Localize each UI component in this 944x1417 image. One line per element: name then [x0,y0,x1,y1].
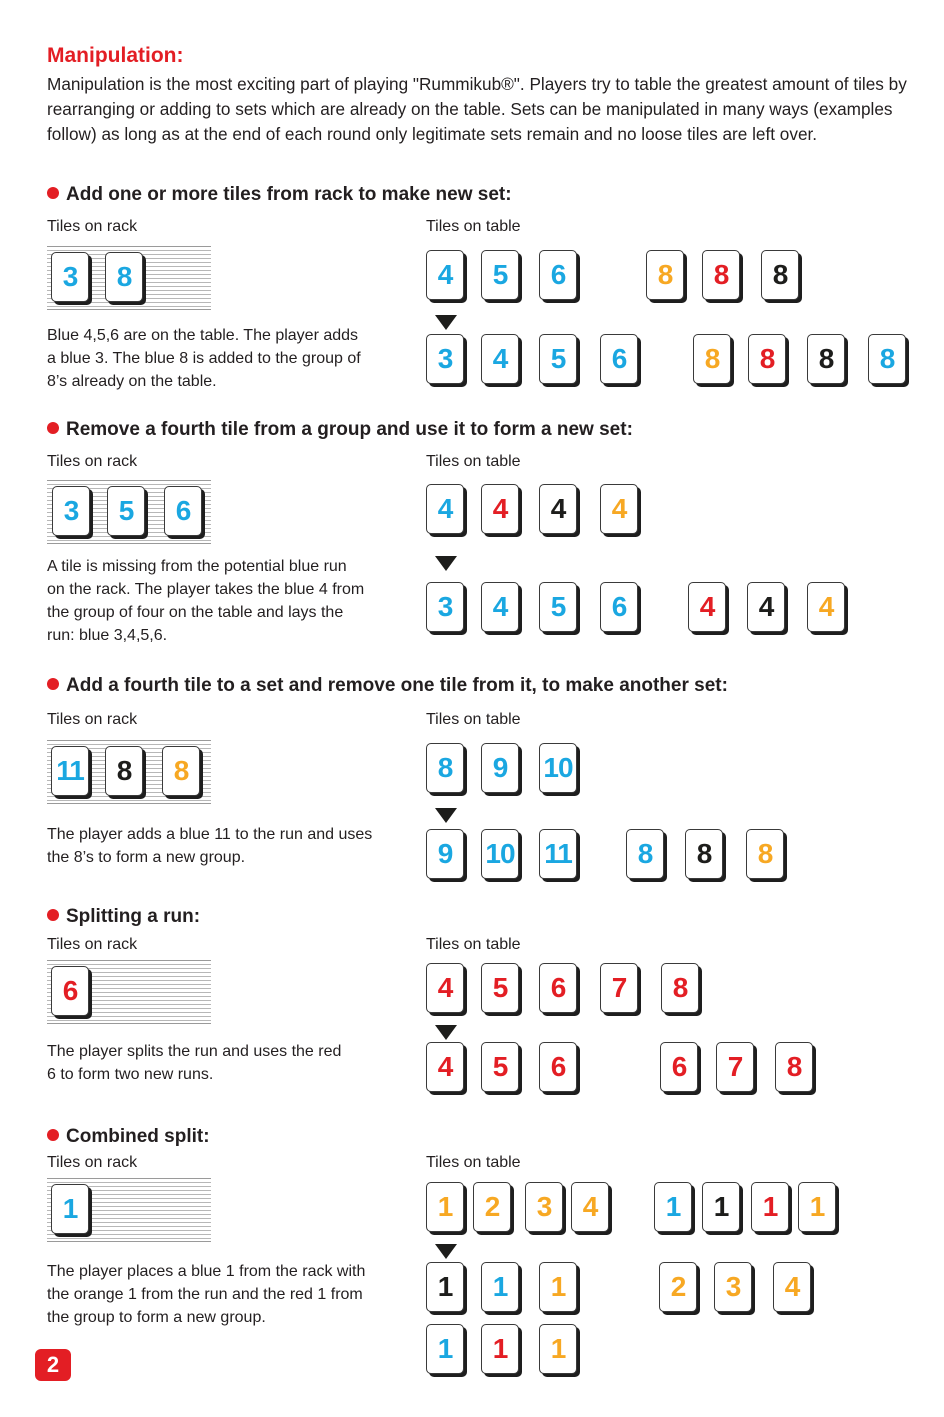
table-tile: 7 [600,963,638,1013]
table-tile: 4 [426,963,464,1013]
table-tile: 8 [807,334,845,384]
table-tile: 4 [481,484,519,534]
table-tile: 8 [646,250,684,300]
section-heading-text: Remove a fourth tile from a group and use it to form a new set: [66,419,633,440]
table-label: Tiles on table [426,936,521,953]
rack-label: Tiles on rack [47,453,138,470]
rack-label: Tiles on rack [47,1154,138,1171]
table-tile: 1 [481,1324,519,1374]
table-tile: 10 [539,743,577,793]
table-tile: 8 [426,743,464,793]
rack-label: Tiles on rack [47,711,138,728]
table-tile: 5 [481,963,519,1013]
table-tile: 4 [481,334,519,384]
section-heading-text: Splitting a run: [66,906,201,927]
section-description: Blue 4,5,6 are on the table. The player adds a blue 3. The blue 8 is added to the group of 8’s already on the table. [47,327,361,390]
table-tile: 4 [426,1042,464,1092]
table-tile: 3 [426,334,464,384]
table-tile: 8 [702,250,740,300]
arrow-down-icon [435,1244,457,1259]
bullet-icon [47,422,59,434]
table-tile: 4 [481,582,519,632]
arrow-down-icon [435,808,457,823]
table-tile: 4 [426,484,464,534]
table-tile: 6 [539,1042,577,1092]
table-tile: 1 [426,1182,464,1232]
section-description: A tile is missing from the potential blue run on the rack. The player takes the blue 4 from the group of four on the table and lays the run: blue 3,4,5,6. [47,558,365,644]
table-tile: 4 [539,484,577,534]
rack-tile: 8 [105,252,143,302]
table-tile: 5 [539,582,577,632]
rack-tile: 11 [51,746,89,796]
section-heading [47,906,200,928]
table-tile: 6 [539,250,577,300]
table-tile: 3 [714,1262,752,1312]
rack-tile: 1 [51,1184,89,1234]
table-tile: 4 [426,250,464,300]
table-tile: 8 [685,829,723,879]
table-tile: 5 [481,250,519,300]
table-label: Tiles on table [426,218,521,235]
page-number: 2 [35,1349,71,1381]
table-tile: 6 [600,582,638,632]
table-tile: 1 [539,1262,577,1312]
table-tile: 9 [426,829,464,879]
table-tile: 1 [426,1262,464,1312]
page-title: Manipulation: [47,44,184,67]
table-tile: 1 [751,1182,789,1232]
table-tile: 10 [481,829,519,879]
rack-tile: 8 [162,746,200,796]
rack-tile: 6 [51,966,89,1016]
arrow-down-icon [435,556,457,571]
table-tile: 6 [600,334,638,384]
arrow-down-icon [435,1025,457,1040]
table-tile: 9 [481,743,519,793]
section-heading [47,419,633,441]
tile-rack [47,246,211,310]
table-tile: 8 [761,250,799,300]
tile-rack [47,1178,211,1242]
table-tile: 4 [571,1182,609,1232]
table-tile: 1 [702,1182,740,1232]
section-description: The player adds a blue 11 to the run and uses the 8’s to form a new group. [47,826,373,866]
rack-tile: 5 [107,486,145,536]
table-tile: 6 [539,963,577,1013]
table-tile: 3 [525,1182,563,1232]
table-label: Tiles on table [426,453,521,470]
table-tile: 8 [661,963,699,1013]
rack-tile: 8 [105,746,143,796]
table-tile: 1 [426,1324,464,1374]
section-heading-text: Combined split: [66,1126,210,1147]
bullet-icon [47,909,59,921]
section-heading [47,675,728,697]
table-tile: 5 [539,334,577,384]
table-tile: 8 [746,829,784,879]
arrow-down-icon [435,315,457,330]
bullet-icon [47,187,59,199]
table-label: Tiles on table [426,711,521,728]
section-heading-text: Add one or more tiles from rack to make new set: [66,184,512,205]
table-tile: 4 [747,582,785,632]
table-tile: 8 [868,334,906,384]
table-tile: 4 [688,582,726,632]
table-tile: 8 [748,334,786,384]
section-description: The player splits the run and uses the red 6 to form two new runs. [47,1043,342,1083]
table-tile: 7 [716,1042,754,1092]
table-label: Tiles on table [426,1154,521,1171]
table-tile: 11 [539,829,577,879]
table-tile: 1 [654,1182,692,1232]
table-tile: 6 [660,1042,698,1092]
section-heading-text: Add a fourth tile to a set and remove one tile from it, to make another set: [66,675,728,696]
table-tile: 2 [473,1182,511,1232]
bullet-icon [47,678,59,690]
table-tile: 2 [659,1262,697,1312]
rack-tile: 3 [52,486,90,536]
table-tile: 5 [481,1042,519,1092]
tile-rack [47,740,211,804]
bullet-icon [47,1129,59,1141]
tile-rack [47,480,211,544]
section-heading [47,184,512,206]
tile-rack [47,960,211,1024]
rack-tile: 3 [51,252,89,302]
table-tile: 1 [539,1324,577,1374]
rack-label: Tiles on rack [47,218,138,235]
section-heading [47,1126,210,1148]
table-tile: 1 [798,1182,836,1232]
section-description: The player places a blue 1 from the rack with the orange 1 from the run and the red 1 from the group to form a new group. [47,1263,366,1326]
table-tile: 8 [693,334,731,384]
table-tile: 8 [775,1042,813,1092]
table-tile: 1 [481,1262,519,1312]
table-tile: 4 [773,1262,811,1312]
table-tile: 4 [807,582,845,632]
table-tile: 8 [626,829,664,879]
rack-label: Tiles on rack [47,936,138,953]
intro-paragraph: Manipulation is the most exciting part of playing "Rummikub®". Players try to table the greatest amount of tiles by rearranging or adding to sets which are already on the table. Sets can be manipulated in many ways (examples follow) as long as at the end of each round only legitimate sets remain and no loose tiles are left over. [47,74,907,144]
table-tile: 4 [600,484,638,534]
rack-tile: 6 [164,486,202,536]
table-tile: 3 [426,582,464,632]
